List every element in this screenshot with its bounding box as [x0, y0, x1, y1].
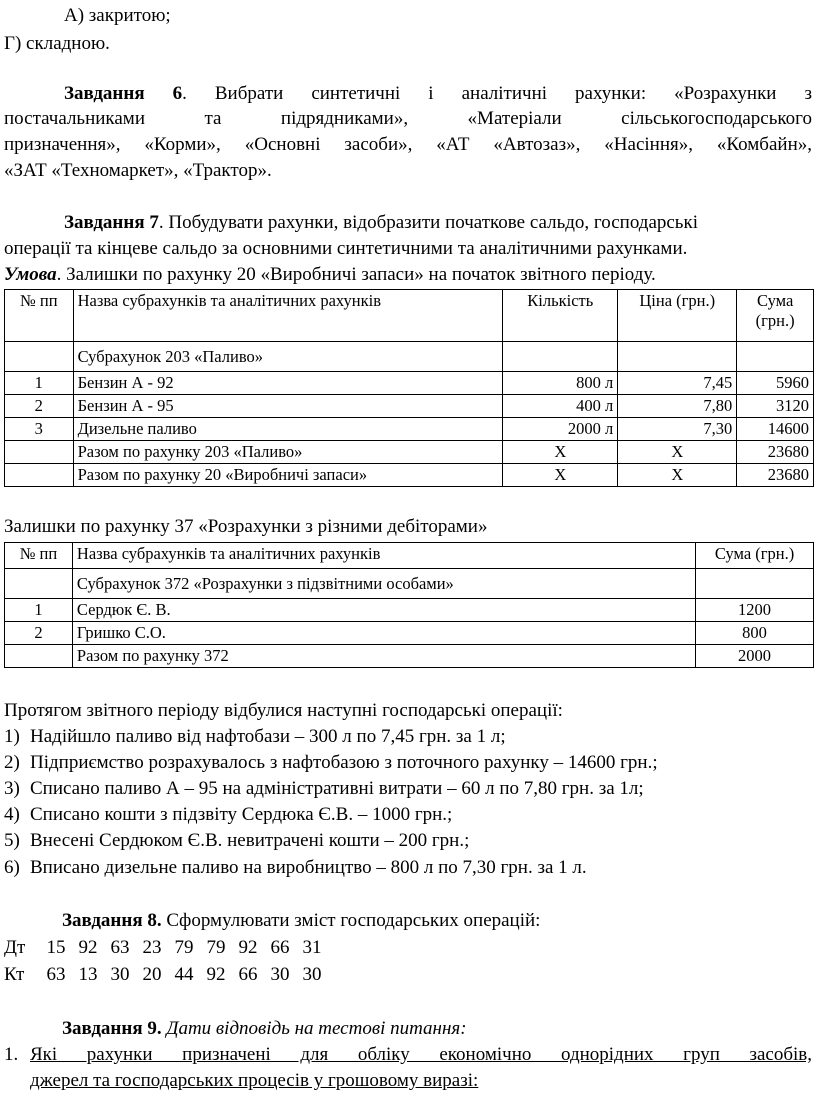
col-header-number: № пп: [5, 290, 74, 342]
col-header-sum: Сума (грн.): [737, 290, 814, 342]
debtors-balance-table: [4, 542, 814, 668]
table-row: 3 Дизельне паливо 2000 л 7,30 14600: [5, 418, 814, 441]
table-row: 1 Сердюк Є. В. 1200: [5, 599, 814, 622]
question-line-2: джерел та господарських процесів у грошовому виразі:: [30, 1070, 479, 1091]
task9-label: Завдання 9.: [62, 1018, 162, 1039]
task7-line-2: операції та кінцеве сальдо за основними синтетичними та аналітичними рахунками.: [4, 238, 688, 259]
task9-text: Дати відповідь на тестові питання:: [166, 1018, 467, 1039]
table-subheader-row: [5, 569, 814, 599]
col-header-account-name: Назва субрахунків та аналітичних рахунків: [72, 543, 695, 569]
answer-v: А) закритою;: [64, 5, 171, 26]
task6-line-4: «ЗАТ «Техномаркет», «Трактор».: [4, 160, 272, 181]
table-row: 2 Бензин А - 95 400 л 7,80 3120: [5, 395, 814, 418]
credit-row: Кт 63 13 30 20 44 92 66 30 30: [4, 964, 322, 985]
subaccount-372-label: Субрахунок 372 «Розрахунки з підзвітними особами»: [72, 569, 695, 599]
table-subheader-row: [5, 342, 814, 372]
task6-line-3: призначення», «Корми», «Основні засоби», «АТ «Автозаз», «Насіння», «Комбайн»,: [4, 134, 812, 155]
question-number: 1.: [4, 1044, 19, 1065]
list-item: 2) Підприємство розрахувалось з нафтобазою з поточного рахунку – 14600 грн.;: [4, 752, 658, 773]
col-header-price: Ціна (грн.): [618, 290, 737, 342]
debit-row: Дт 15 92 63 23 79 79 92 66 31: [4, 937, 322, 958]
task7-line-1: . Побудувати рахунки, відобразити початкове сальдо, господарські: [158, 212, 698, 233]
stock-balance-table: [4, 289, 814, 487]
list-item: 3) Списано паливо А – 95 на адміністративні витрати – 60 л по 7,80 грн. за 1л;: [4, 778, 644, 799]
table-row: Разом по рахунку 203 «Паливо» Х Х 23680: [5, 441, 814, 464]
task8-text: Сформулювати зміст господарських операцій:: [161, 910, 541, 931]
task6-line-1: . Вибрати синтетичні і аналітичні рахунки: «Розрахунки з: [182, 83, 812, 104]
task7-label: Завдання 7: [64, 212, 159, 233]
list-item: 6) Вписано дизельне паливо на виробництво – 800 л по 7,30 грн. за 1 л.: [4, 857, 587, 878]
col-header-sum: Сума (грн.): [696, 543, 814, 569]
col-header-number: № пп: [5, 543, 73, 569]
subaccount-203-label: Субрахунок 203 «Паливо»: [73, 342, 503, 372]
task6-line-2: постачальниками та підрядниками», «Матеріали сільськогосподарського: [4, 108, 812, 129]
task8-label: Завдання 8.: [62, 910, 162, 931]
table-header-row: [5, 543, 814, 569]
table-header-row: [5, 290, 814, 342]
list-item: 4) Списано кошти з підзвіту Сердюка Є.В. – 1000 грн.;: [4, 804, 453, 825]
table-row: 2 Гришко С.О. 800: [5, 622, 814, 645]
table-row: Разом по рахунку 372 2000: [5, 645, 814, 668]
condition-text: . Залишки по рахунку 20 «Виробничі запаси» на початок звітного періоду.: [56, 264, 656, 285]
table-row: Разом по рахунку 20 «Виробничі запаси» Х Х 23680: [5, 464, 814, 487]
list-item: 1) Надійшло паливо від нафтобази – 300 л по 7,45 грн. за 1 л;: [4, 726, 506, 747]
list-item: 5) Внесені Сердюком Є.В. невитрачені кошти – 200 грн.;: [4, 830, 470, 851]
answer-g: Г) складною.: [4, 33, 110, 54]
table-row: 1 Бензин А - 92 800 л 7,45 5960: [5, 372, 814, 395]
table2-title: Залишки по рахунку 37 «Розрахунки з різними дебіторами»: [4, 516, 488, 537]
operations-intro: Протягом звітного періоду відбулися наступні господарські операції:: [4, 700, 563, 721]
col-header-account-name: Назва субрахунків та аналітичних рахунків: [73, 290, 503, 342]
task6-label: Завдання 6: [64, 83, 183, 104]
condition-label: Умова: [4, 264, 57, 285]
question-line-1: Які рахунки призначені для обліку економічно однорідних груп засобів,: [30, 1044, 812, 1065]
col-header-quantity: Кількість: [503, 290, 618, 342]
